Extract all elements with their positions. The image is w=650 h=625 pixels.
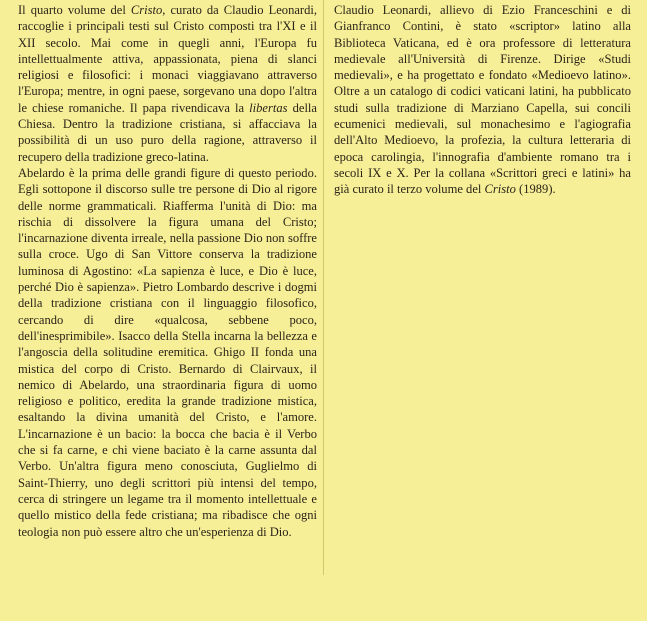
right-column bbox=[334, 2, 631, 198]
libertas-italic: libertas bbox=[249, 100, 288, 115]
page-edge-bottom bbox=[0, 621, 650, 625]
left-column bbox=[18, 2, 317, 540]
title-italic: Cristo bbox=[130, 3, 163, 17]
title-italic: Cristo bbox=[484, 182, 516, 197]
paragraph-abelardo: Abelardo è la prima delle grandi figure di questo periodo. Egli sottopone il discorso sulle tre persone di Dio al rigore delle norme grammaticali. Riafferma l'unità di Dio: ma rischia di dissolvere la figura umana del Cristo; l'incarnazione diventa irreale, nella passione Dio non soffre sulla croce. Ugo di San Vittore conserva la tradizione luminosa di Agostino: «La sapienza è luce, e Dio è luce, perché Dio è sapienza». Pietro Lombardo descrive i dogmi della tradizione cristiana con il linguaggio filosofico, cercando di dire «qualcosa, sebbene poco, dell'inesprimibile». Isacco della Stella incarna la bellezza e l'angoscia della solitudine eremitica. Ghigo II fonda una mistica del corpo di Cristo. Bernardo di Clairvaux, il nemico di Abelardo, una straordinaria figura di uomo religioso e politico, eredita la grande tradizione mistica, esaltando la divina umanità del Cristo, e l'amore. L'incarnazione è un bacio: la bocca che bacia è il Verbo che si fa carne, e chi viene baciato è la carne assunta dal Verbo. Un'altra figura meno conosciuta, Guglielmo di Saint-Thierry, uno degli scrittori più intensi del tempo, cerca di stringere un legame tra il momento intellettuale e quello mistico della fede cristiana; ma ribadisce che ogni teologia non può essere altro che un'esperienza di Dio. bbox=[18, 165, 317, 539]
paragraph-intro: Il quarto volume del Cristo, curato da Claudio Leonardi, raccoglie i principali testi sul Cristo composti tra l'XI e il XII secolo. Mai come in quegli anni, l'Europa fu intellettualmente attiva, appassionata, piena di slanci religiosi e filosofici: i monaci viaggiavano attraverso l'Europa; mentre, in ogni paese, sorgevano una dopo l'altra le chiese romaniche. Il papa rivendicava la libertas della Chiesa. Dentro la tradizione cristiana, si affacciava la possibilità di un uso puro della ragione, attraverso il recupero della tradizione greco-latina. bbox=[18, 3, 317, 164]
paragraph-author-bio: Claudio Leonardi, allievo di Ezio Franceschini e di Gianfranco Contini, è stato «scriptor» latino alla Biblioteca Vaticana, ed è ora professore di letteratura medievale all'Università di Firenze. Dirige «Studi medievali», e ha progettato e fondato «Medioevo latino». Oltre a un catalogo di codici vaticani latini, ha pubblicato studi sulla tradizione di Marziano Capella, sui concili ecumenici medievali, sul monachesimo e l'agiografia dell'Alto Medioevo, la profezia, la cultura letteraria di epoca carolingia, l'innografia d'ambiente romano tra i secoli IX e X. Per la collana «Scrittori greci e latini» ha già curato il terzo volume del Cristo (1989). bbox=[334, 3, 631, 197]
column-divider bbox=[323, 0, 324, 575]
